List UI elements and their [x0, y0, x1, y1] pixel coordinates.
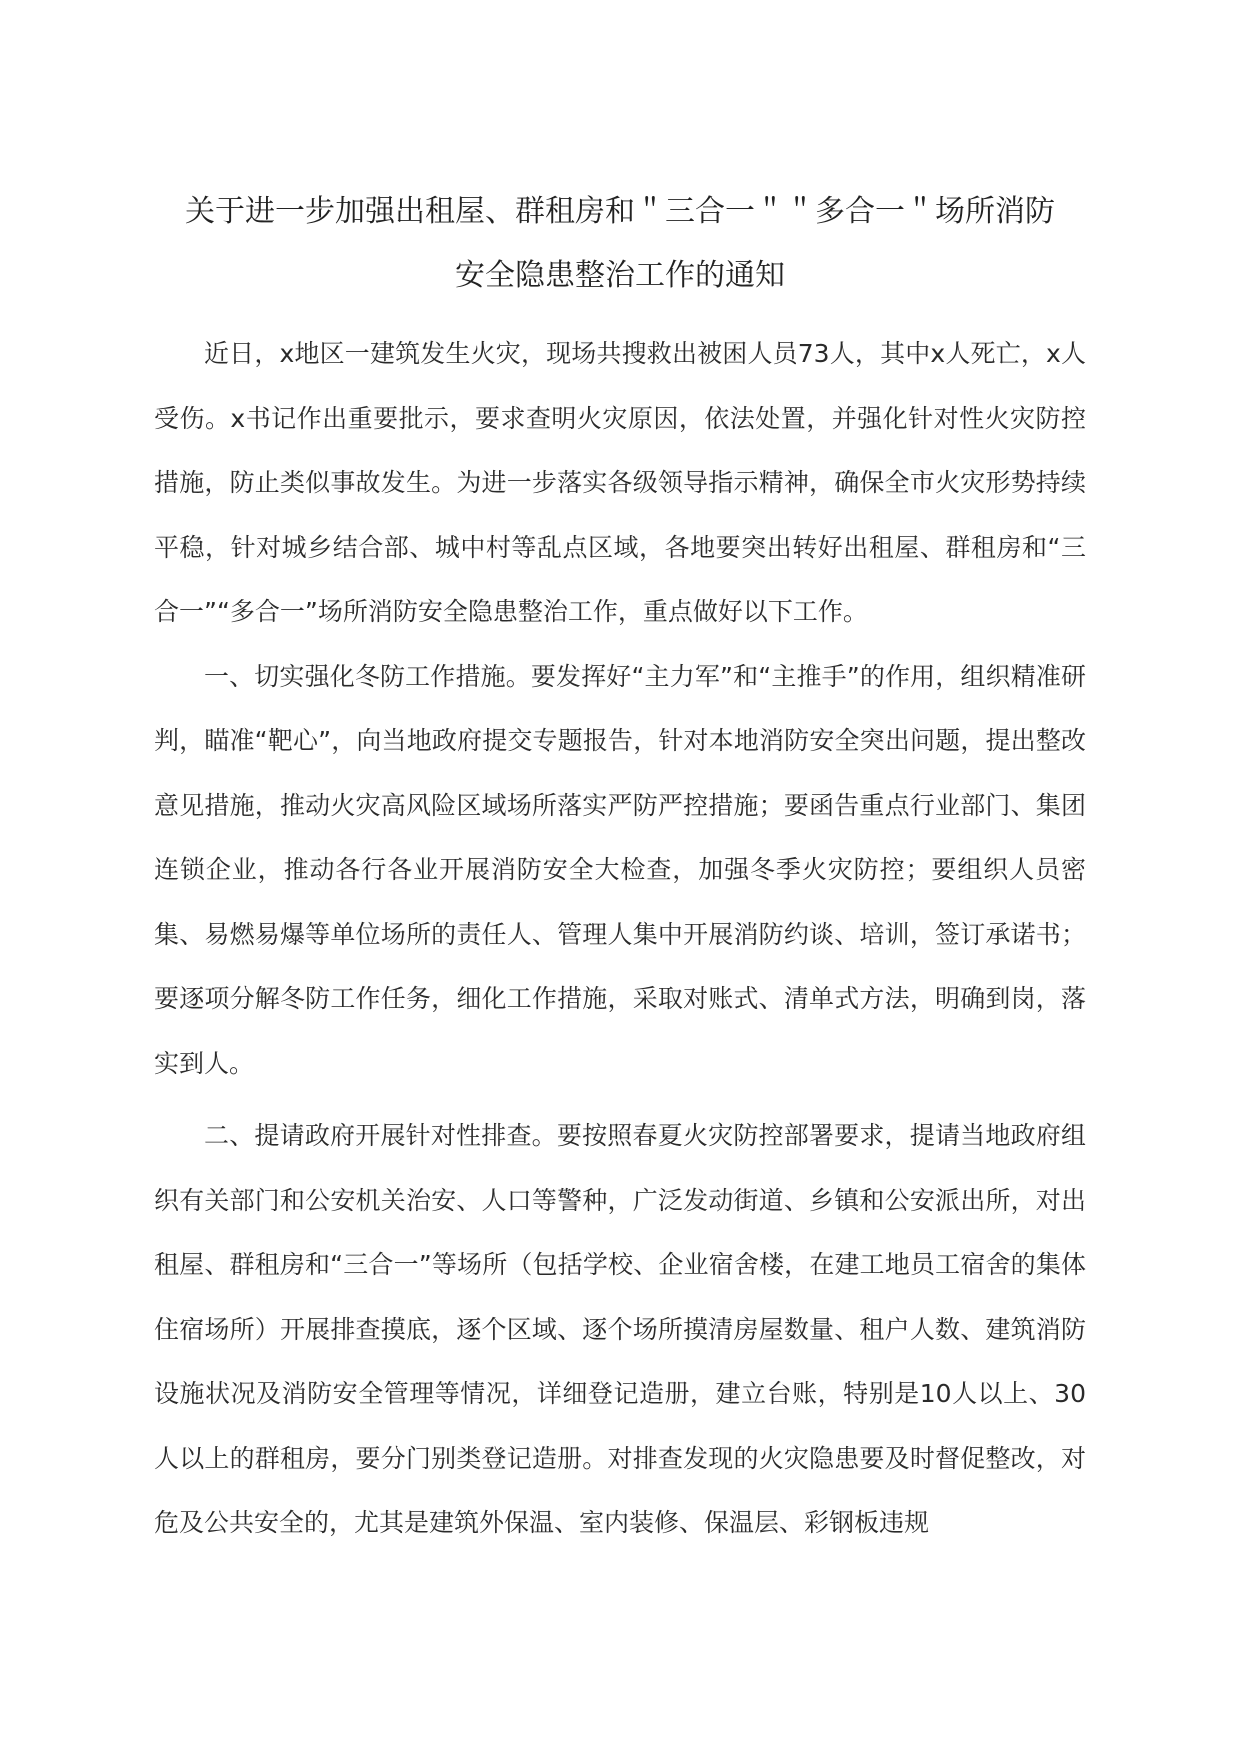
- document-title-line-2: 安全隐患整治工作的通知: [455, 258, 785, 293]
- document-title: [150, 180, 1090, 308]
- document-body: [154, 322, 1086, 1556]
- document-title-line-1: 关于进一步加强出租屋、群租房和＂三合一＂＂多合一＂场所消防: [185, 194, 1055, 229]
- paragraph-intro: 近日，x地区一建筑发生火灾，现场共搜救出被困人员73人，其中x人死亡，x人受伤。x书记作出重要批示，要求查明火灾原因，依法处置，并强化针对性火灾防控措施，防止类似事故发生。为进一步落实各级领导指示精神，确保全市火灾形势持续平稳，针对城乡结合部、城中村等乱点区域，各地要突出转好出租屋、群租房和“三合一”“多合一”场所消防安全隐患整治工作，重点做好以下工作。: [154, 339, 1086, 626]
- paragraph-section-1: 一、切实强化冬防工作措施。要发挥好“主力军”和“主推手”的作用，组织精准研判，瞄准“靶心”，向当地政府提交专题报告，针对本地消防安全突出问题，提出整改意见措施，推动火灾高风险区域场所落实严防严控措施；要函告重点行业部门、集团连锁企业，推动各行各业开展消防安全大检查，加强冬季火灾防控；要组织人员密集、易燃易爆等单位场所的责任人、管理人集中开展消防约谈、培训，签订承诺书；要逐项分解冬防工作任务，细化工作措施，采取对账式、清单式方法，明确到岗，落实到人。: [154, 661, 1086, 1078]
- paragraph-section-2: 二、提请政府开展针对性排查。要按照春夏火灾防控部署要求，提请当地政府组织有关部门和公安机关治安、人口等警种，广泛发动街道、乡镇和公安派出所，对出租屋、群租房和“三合一”等场所（包括学校、企业宿舍楼，在建工地员工宿舍的集体住宿场所）开展排查摸底，逐个区域、逐个场所摸清房屋数量、租户人数、建筑消防设施状况及消防安全管理等情况，详细登记造册，建立台账，特别是10人以上、30人以上的群租房，要分门别类登记造册。对排查发现的火灾隐患要及时督促整改，对危及公共安全的，尤其是建筑外保温、室内装修、保温层、彩钢板违规: [154, 1121, 1086, 1537]
